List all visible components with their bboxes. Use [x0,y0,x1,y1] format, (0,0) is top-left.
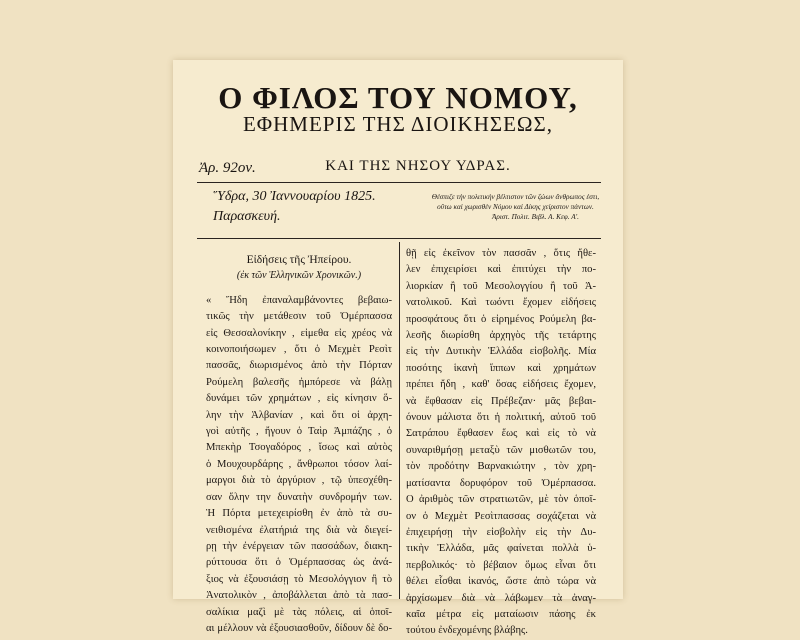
text-line: Μπεκὴρ Τσογαδόρος , ἴσως καὶ αὐτὸς [206,442,392,454]
text-line: Σατράπου ἔφθασεν ἕως καὶ εἰς τὸ νὰ [406,428,596,440]
motto [413,192,618,222]
article-left-column [206,246,392,637]
text-line: θῇ εἰς ἐκεῖνον τὸν πασσᾶν , ὅτις ἤθε- [406,248,596,259]
text-line: τὸν προδότην Βαρνακιώτην , τὸν χρη- [406,461,596,473]
text-line: σαν ὅλην την δυνατὴν συνδρομήν των. [206,491,392,503]
issue-number: Ἀρ. 92ον. [199,160,256,176]
dateline-day: Παρασκευή. [213,209,281,224]
text-line: Ἡ Πόρτα μετεχειρίσθη ἐν ἀπὸ τὰ συ- [206,508,392,520]
dateline-date: Ὕδρα, 30 Ἰαννουαρίου 1825. [213,189,376,204]
text-line: δυνάμει τῶν χρημάτων , εἰς κίνησιν ὅ- [206,393,392,405]
text-line: νὰ ἔφθασαν εἰς Πρέβεζαν· μᾶς βεβαι- [406,395,596,407]
text-line: « Ἤδη ἐπαναλαμβάνοντες βεβαιω- [206,294,392,306]
text-line: νειθισμένα ἐλατήριά της διὰ νὰ διεγεί- [206,524,392,536]
text-line: πασσᾶς, διωρισμένος ἀπὸ τὴν Πόρταν [206,360,392,372]
text-line: περβολικός· τὸ βέβαιον ὅμως εἶναι ὅτι [406,559,596,571]
text-line: νατολικοῦ. Καὶ τωόντι ἔχομεν εἰδήσεις [406,297,596,309]
text-line: ὁ Μουχουρδάρης , ἄνθρωποι τόσον λαί- [206,458,392,470]
right-column-text [406,246,596,640]
header-rule [197,238,601,239]
article-source: (ἐκ τῶν Ἑλληνικῶν Χρονικῶν.) [236,270,362,282]
text-line: εἰς Θεσσαλονίκην , εἰμεθα εἰς χρέος νὰ [206,327,392,339]
text-line: ξιος νὰ ἐξουσιάσῃ τὸ Μεσολόγγιον ἢ τὸ [206,573,392,585]
text-line: ον ὁ Μεχμὲτ Ρεσὶτπασσας σοχάζεται νὰ [406,510,596,522]
newspaper-page [173,60,623,637]
text-line: ρῃ τὴν ἐνέργειαν τῶν πασσάδων, διακη- [206,540,392,552]
text-line: καῖα μέτρα εἰς ματαίωσιν πάσης ἐκ [406,608,596,620]
newspaper-title: Ο ΦΙΛΟΣ ΤΟΥ ΝΟΜΟΥ, [218,80,578,115]
text-line: μαργοι διὰ τὸ ἀργύριον , τῷ ὑπεσχέθη- [206,475,392,487]
text-line: γοὶ αὐτῆς , ἤγουν ὁ Ταὶρ Ἀμπάζης , ὁ [206,426,392,438]
text-line: όνουν μάλιστα ὅτι ἡ πολιτική, αὐτοῦ τοῦ [406,412,596,424]
text-line: προσφάτους ὅτι ὁ εἰρημένος Ρούμελη βα- [406,313,596,325]
left-column-text [206,293,392,638]
text-line: ἀρχίσωμεν διὰ νὰ λάβωμεν τὰ ἀναγ- [406,592,596,604]
text-line: ἐπιχειρήσῃ τὴν εἰσβολὴν εἰς τὴν Δυ- [406,526,596,538]
article-heading: Εἰδήσεις τῆς Ἠπείρου. [246,254,352,266]
text-line: κοινοποιήσωμεν , ὅτι ὁ Μεχμὲτ Ρεσὶτ [206,344,392,356]
text-line: Ρούμελη βαλεσῆς ἠμπόρεσε νὰ βάλῃ [206,376,392,388]
masthead [173,80,623,116]
text-line: συναριθμήσῃ μεταξὺ τῶν μισθωτῶν του, [406,444,596,456]
motto-attribution: Ἀριστ. Πολιτ. Βιβλ. Α. Κεφ. Α'. [492,213,579,221]
article-right-column [406,246,596,640]
motto-line: οὕτω καὶ χωρισθὲν Νόμου καὶ Δίκης χείριστον πάντων. [437,203,594,211]
text-line: ποσότης ἱκανὴ ἵππων καὶ χρημάτων [406,362,596,374]
newspaper-subtitle: ΕΦΗΜΕΡΙΣ ΤΗΣ ΔΙΟΙΚΗΣΕΩΣ, [242,112,554,136]
text-line: σαλίκια μαζὶ μὲ τὰς πόλεις, αἱ ὁποῖ- [206,606,392,618]
text-line: αι μέλλουν νὰ ἐξουσιασθοῦν, δίδουν δὲ δο- [206,622,392,634]
text-line: Ο ἀριθμὸς τῶν στρατιωτῶν, μὲ τὸν ὁποῖ- [406,494,596,506]
text-line: τικῶς τὴν μετάθεσιν τοῦ Ὀμέρπασσα [206,311,392,323]
text-line: πρέπει ἤδη , καθ' ὅσας εἰδήσεις ἔχομεν, [406,379,596,391]
text-line: εἰς τὴν Δυτικὴν Ἑλλάδα εἰσβολῆς. Μία [406,346,596,358]
text-line: λεν ἐπιχειρίσει καὶ ἐπιτύχει τὴν πο- [406,264,596,276]
text-line: λην τὴν Ἀλβανίαν , καὶ ὅτι οἱ ἀρχη- [206,409,392,421]
text-line: τούτου ἐνδεχομένης βλάβης. [406,625,528,637]
motto-line: Θέσπιζε τὴν πολιτικὴν βέλτιστον τῶν ζώων ἄνθρωπος ἐστι, [431,193,600,201]
text-line: τικὴν Ἑλλάδα, μᾶς φαίνεται πολλὰ ὑ- [406,543,596,555]
column-divider [399,242,400,599]
text-line: λιορκίαν ἢ τοῦ Μεσολογγίου ἢ τοῦ Ἀ- [406,280,596,292]
text-line: θέλει εἶσθαι ἱκανός, ὥστε ἀπὸ τώρα νὰ [406,576,596,588]
text-line: Ἀνατολικὸν , ἀποβάλλεται ἀπὸ τὰ πασ- [206,590,392,602]
text-line: ρύττουσα ὅτι ὁ Ὀμέρπασσας ὡς ἀνά- [206,557,392,569]
masthead-rule [197,182,601,183]
text-line: λεσῆς διωρίσθη ἀρχηγὸς τῆς τετάρτης [406,330,596,342]
text-line: ματίσαντα δορυφόρον τοῦ Ὀμέρπασσα. [406,477,596,489]
newspaper-subtitle-2: ΚΑΙ ΤΗΣ ΝΗΣΟΥ ΥΔΡΑΣ. [325,158,511,174]
